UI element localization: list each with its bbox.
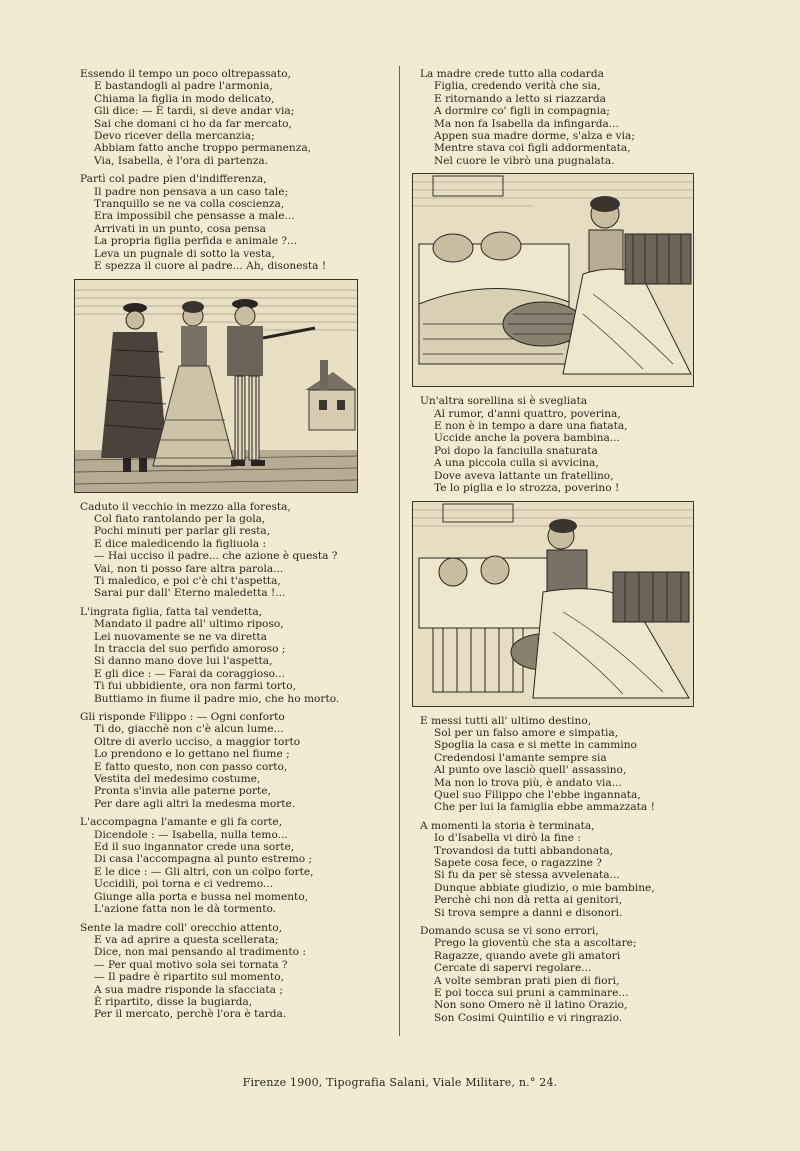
verse-line: Lei nuovamente se ne va diretta	[94, 630, 267, 643]
verse-line: Leva un pugnale di sotto la vesta,	[94, 247, 275, 260]
verse-line: Al punto ove lasciò quell' assassino,	[434, 764, 627, 777]
verse-line: Sente la madre coll' orecchio attento,	[80, 921, 282, 934]
woodcut-mother-with-children	[413, 502, 693, 706]
verse-line: E le dice : — Gli altri, con un colpo forte,	[94, 865, 314, 878]
verse-line: L'azione fatta non le dà tormento.	[94, 903, 277, 916]
verse-line: Devo ricever della mercanzia;	[94, 130, 255, 143]
verse-line: E fatto questo, non con passo corto,	[94, 760, 288, 773]
verse-line: E va ad aprire a questa scellerata;	[94, 933, 279, 946]
verse-line: Col fiato rantolando per la gola,	[94, 512, 266, 525]
verse-line: — Il padre è ripartito sul momento,	[94, 971, 284, 984]
verse-line: Si danno mano dove lui l'aspetta,	[94, 655, 273, 668]
verse-line: A una piccola culla si avvicina,	[434, 457, 599, 470]
verse-line: Mandato il padre all' ultimo riposo,	[94, 618, 284, 631]
verse-line: Caduto il vecchio in mezzo alla foresta,	[80, 500, 291, 513]
right-stanzas-mid	[420, 395, 710, 494]
right-column	[420, 68, 710, 1030]
verse-line: Lo prendono e lo gettano nel fiume ;	[94, 748, 290, 761]
right-stanzas-top	[420, 68, 710, 167]
verse-line: Sarai pur dall' Eterno maledetta !...	[94, 587, 286, 600]
verse-line: A sua madre risponde la sfacciata ;	[94, 983, 283, 996]
verse-line: Partì col padre pien d'indifferenza,	[80, 173, 267, 186]
verse-line: — Per qual motivo sola sei tornata ?	[94, 958, 288, 971]
verse-line: E spezza il cuore al padre... Ah, disonesta !	[94, 260, 327, 273]
verse-line: Ti maledico, e poi c'è chi t'aspetta,	[94, 574, 281, 587]
verse-line: Di casa l'accompagna al punto estremo ;	[94, 853, 313, 866]
verse-line: Dove aveva lattante un fratellino,	[434, 469, 614, 482]
verse-line: Abbiam fatto anche troppo permanenza,	[94, 142, 312, 155]
verse-line: Via, Isabella, è l'ora di partenza.	[94, 154, 269, 167]
verse-line: Pronta s'invia alle paterne porte,	[94, 785, 271, 798]
verse-line: Ragazze, quando avete gli amatori	[434, 949, 621, 962]
stanza	[80, 711, 380, 810]
verse-line: L'ingrata figlia, fatta tal vendetta,	[80, 605, 263, 618]
stanza	[80, 501, 380, 600]
verse-line: Arrivati in un punto, cosa pensa	[94, 222, 266, 235]
verse-line: Figlia, credendo verità che sia,	[434, 80, 601, 93]
verse-line: Che per lui la famiglia ebbe ammazzata !	[434, 801, 655, 814]
verse-line: Son Cosimi Quintilio e vi ringrazio.	[434, 1011, 623, 1024]
stanza	[80, 173, 380, 272]
verse-line: Vestita del medesimo costume,	[94, 773, 261, 786]
verse-line: Al rumor, d'anni quattro, poverina,	[434, 407, 621, 420]
verse-line: Ed il suo ingannator crede una sorte,	[94, 841, 295, 854]
verse-line: Nel cuore le vibrò una pugnalata.	[434, 154, 615, 167]
verse-line: Uccide anche la povera bambina...	[434, 432, 620, 445]
stanza	[420, 715, 710, 814]
verse-line: Io d'Isabella vi dirò la fine :	[434, 832, 581, 845]
verse-line: Un'altra sorellina si è svegliata	[420, 395, 588, 408]
verse-line: E bastandogli al padre l'armonia,	[94, 80, 273, 93]
verse-line: Uccidili, poi torna e ci vedremo...	[94, 878, 274, 891]
verse-line: Ti fui ubbidiente, ora non farmi torto,	[94, 680, 296, 693]
verse-line: Gli risponde Filippo : — Ogni conforto	[80, 711, 285, 723]
verse-line: E ritornando a letto si riazzarda	[434, 92, 606, 105]
stanza	[80, 606, 380, 705]
left-stanzas-top	[80, 68, 380, 273]
woodcut-illustration-right-1	[412, 173, 694, 387]
verse-line: Poi dopo la fanciulla snaturata	[434, 444, 598, 457]
verse-line: Era impossibil che pensasse a male...	[94, 210, 295, 223]
verse-line: A volte sembran prati pien di fiori,	[434, 974, 620, 987]
left-column	[80, 68, 380, 1027]
stanza	[420, 820, 710, 919]
verse-line: Giunge alla porta e bussa nel momento,	[94, 890, 309, 903]
stanza	[420, 68, 710, 167]
verse-line: Si fu da per sè stessa avvelenata...	[434, 869, 620, 882]
verse-line: Credendosi l'amante sempre sia	[434, 751, 607, 764]
stanza	[80, 816, 380, 915]
verse-line: Mentre stava coi figli addormentata,	[434, 142, 631, 155]
verse-line: Prego la gioventù che sta a ascoltare;	[434, 937, 637, 950]
stanza	[420, 925, 710, 1024]
verse-line: In traccia del suo perfido amoroso ;	[94, 642, 286, 655]
imprint-footer: Firenze 1900, Tipografia Salani, Viale Militare, n.° 24.	[242, 1076, 558, 1089]
verse-line: Dice, non mai pensando al tradimento :	[94, 946, 306, 959]
verse-line: E dice maledicendo la figliuola :	[94, 537, 267, 550]
verse-line: Tranquillo se ne va colla coscienza,	[94, 198, 285, 211]
verse-line: Domando scusa se vi sono errori,	[420, 925, 599, 937]
verse-line: Per il mercato, perchè l'ora è tarda.	[94, 1008, 287, 1021]
verse-line: Quel suo Filippo che l'ebbe ingannata,	[434, 788, 641, 801]
verse-line: Si trova sempre a danni e disonori.	[434, 906, 623, 919]
verse-line: E gli dice : — Farai da coraggioso...	[94, 667, 285, 680]
stanza	[80, 68, 380, 167]
right-stanzas-bottom	[420, 715, 710, 1025]
verse-line: Chiama la figlia in modo delicato,	[94, 92, 275, 105]
verse-line: E non è in tempo a dare una fiatata,	[434, 420, 628, 433]
verse-line: Cercate di sapervi regolare...	[434, 962, 592, 975]
verse-line: A momenti la storia è terminata,	[420, 819, 595, 832]
verse-line: Trovandosi da tutti abbandonata,	[434, 844, 614, 857]
verse-line: L'accompagna l'amante e gli fa corte,	[80, 816, 283, 829]
verse-line: Ma non fa Isabella da infingarda...	[434, 117, 619, 130]
verse-line: Per dare agli altri la medesma morte.	[94, 797, 296, 810]
verse-line: È ripartito, disse la bugiarda,	[94, 995, 253, 1008]
verse-line: Perchè chi non dà retta ai genitori,	[434, 894, 623, 907]
verse-line: Ma non lo trova più, è andato via...	[434, 776, 622, 789]
verse-line: Buttiamo in fiume il padre mio, che ho morto.	[94, 692, 340, 705]
verse-line: Dunque abbiate giudizio, o mie bambine,	[434, 881, 655, 894]
verse-line: Gli dice: — È tardi, si deve andar via;	[94, 105, 295, 118]
woodcut-children-in-bed	[413, 174, 693, 386]
verse-line: Il padre non pensava a un caso tale;	[94, 185, 289, 198]
verse-line: E poi tocca sui pruni a camminare...	[434, 987, 629, 1000]
verse-line: Spoglia la casa e si mette in cammino	[434, 739, 637, 752]
verse-line: Essendo il tempo un poco oltrepassato,	[80, 68, 291, 80]
verse-line: Te lo piglia e lo strozza, poverino !	[434, 482, 620, 495]
verse-line: Sapete cosa fece, o ragazzine ?	[434, 856, 602, 869]
stanza	[420, 395, 710, 494]
verse-line: Pochi minuti per parlar gli resta,	[94, 525, 271, 538]
verse-line: Dicendole : — Isabella, nulla temo...	[94, 828, 288, 841]
verse-line: Ti do, giacchè non c'è alcun lume...	[94, 723, 284, 736]
woodcut-figures-in-field	[75, 280, 357, 492]
column-divider	[399, 66, 400, 1036]
verse-line: A dormire co' figli in compagnia;	[434, 105, 610, 118]
verse-line: Sol per un falso amore e simpatia,	[434, 726, 619, 739]
verse-line: — Hai ucciso il padre... che azione è questa ?	[94, 550, 338, 563]
verse-line: Sai che domani ci ho da far mercato,	[94, 117, 292, 130]
verse-line: E messi tutti all' ultimo destino,	[420, 714, 592, 727]
verse-line: Oltre di averlo ucciso, a maggior torto	[94, 735, 301, 748]
verse-line: La madre crede tutto alla codarda	[420, 68, 604, 80]
verse-line: Vai, non ti posso fare altra parola...	[94, 562, 284, 575]
verse-line: Non sono Omero nè il latino Orazio,	[434, 999, 628, 1012]
woodcut-illustration-left	[74, 279, 358, 493]
verse-line: Appen sua madre dorme, s'alza e via;	[434, 130, 635, 143]
stanza	[80, 922, 380, 1021]
woodcut-illustration-right-2	[412, 501, 694, 707]
verse-line: La propria figlia perfida e animale ?...	[94, 235, 298, 248]
left-stanzas-bottom	[80, 501, 380, 1021]
